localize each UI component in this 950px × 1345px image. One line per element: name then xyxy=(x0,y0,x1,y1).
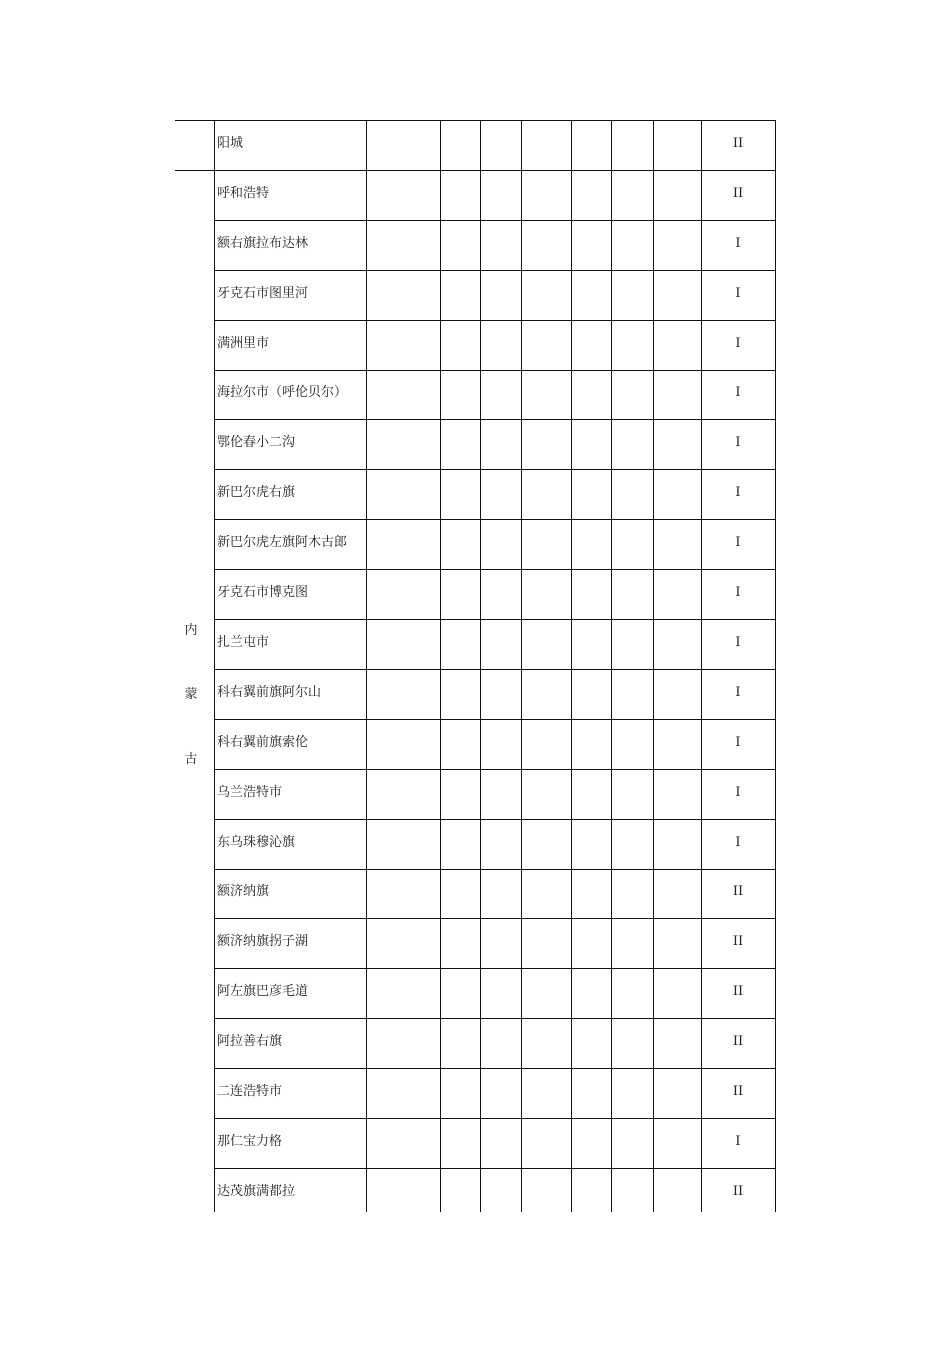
province-char: 内 xyxy=(184,623,198,638)
station-name: 扎兰屯市 xyxy=(217,634,270,650)
station-name: 科右翼前旗索伦 xyxy=(217,734,309,750)
grade-value: I xyxy=(735,385,741,401)
grade-value: I xyxy=(735,1133,741,1149)
grade-value: I xyxy=(735,585,741,601)
grade-value: II xyxy=(732,934,744,950)
grade-value: I xyxy=(735,834,741,850)
station-name: 达茂旗满都拉 xyxy=(217,1183,296,1199)
grade-value: I xyxy=(735,435,741,451)
grade-value: I xyxy=(735,535,741,551)
province-char: 蒙 xyxy=(184,687,198,702)
grade-value: I xyxy=(735,285,741,301)
station-name: 那仁宝力格 xyxy=(217,1133,283,1149)
station-name: 阿拉善右旗 xyxy=(217,1034,283,1050)
station-name: 阿左旗巴彦毛道 xyxy=(217,984,309,1000)
station-name: 额右旗拉布达林 xyxy=(217,235,309,251)
grade-value: I xyxy=(735,335,741,351)
grade-value: II xyxy=(732,884,744,900)
station-name: 额济纳旗 xyxy=(217,884,270,900)
grade-value: II xyxy=(732,185,744,201)
station-name: 新巴尔虎左旗阿木古郎 xyxy=(217,535,348,551)
station-name: 东乌珠穆沁旗 xyxy=(217,834,296,850)
station-name: 额济纳旗拐子湖 xyxy=(217,934,309,950)
grade-value: II xyxy=(732,1183,744,1199)
grade-value: I xyxy=(735,634,741,650)
grade-value: II xyxy=(732,1084,744,1100)
grade-value: I xyxy=(735,784,741,800)
grade-value: II xyxy=(732,135,744,151)
station-name: 牙克石市图里河 xyxy=(217,285,309,301)
grade-value: I xyxy=(735,734,741,750)
station-name: 满洲里市 xyxy=(217,335,270,351)
grade-value: I xyxy=(735,684,741,700)
station-name: 乌兰浩特市 xyxy=(217,784,283,800)
grade-value: I xyxy=(735,235,741,251)
station-name: 二连浩特市 xyxy=(217,1084,283,1100)
station-name: 科右翼前旗阿尔山 xyxy=(217,684,322,700)
grade-value: II xyxy=(732,1034,744,1050)
grade-value: I xyxy=(735,485,741,501)
province-char: 古 xyxy=(184,752,198,767)
station-name: 牙克石市博克图 xyxy=(217,585,309,601)
grade-value: II xyxy=(732,984,744,1000)
station-name: 鄂伦春小二沟 xyxy=(217,435,296,451)
station-name: 呼和浩特 xyxy=(217,185,270,201)
station-name: 阳城 xyxy=(217,135,244,151)
station-name: 海拉尔市（呼伦贝尔） xyxy=(217,385,348,401)
station-name: 新巴尔虎右旗 xyxy=(217,485,296,501)
